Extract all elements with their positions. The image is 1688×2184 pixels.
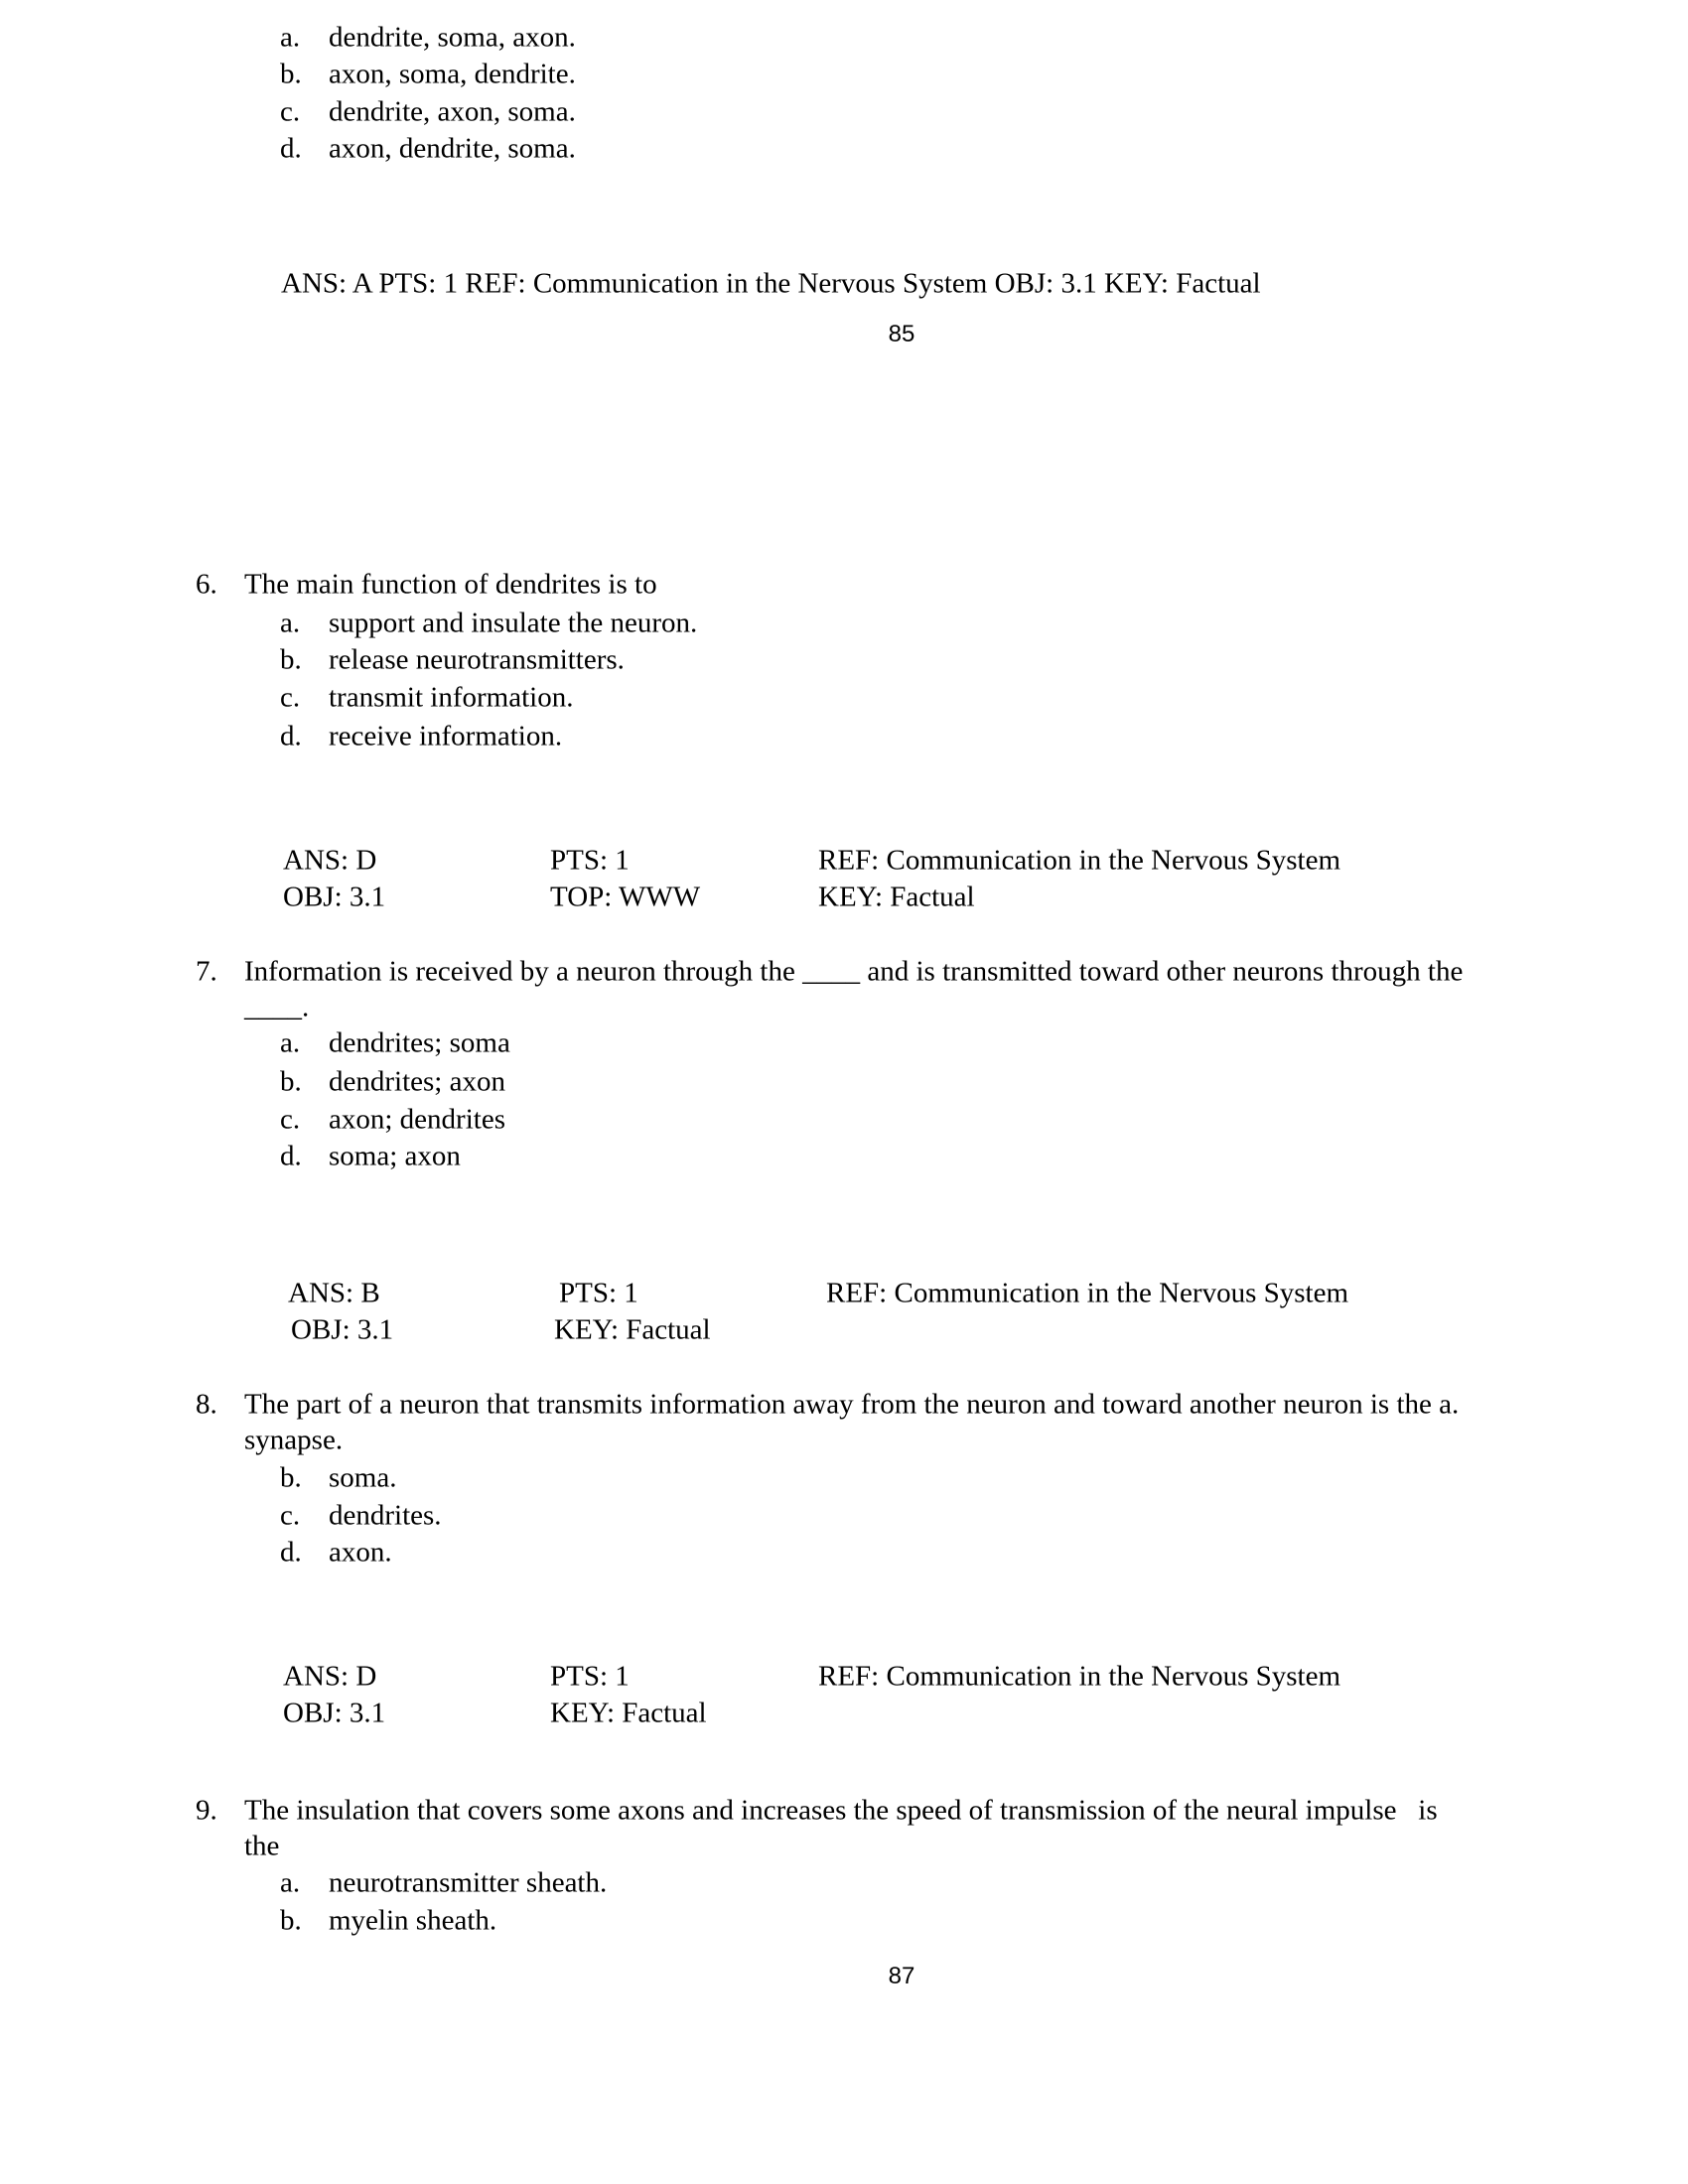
page-number: 87 [888, 1963, 915, 1989]
option-text: transmit information. [329, 681, 574, 714]
question-number: 8. [196, 1388, 217, 1421]
option-letter: b. [280, 643, 302, 676]
answer-pts: PTS: 1 [550, 844, 630, 877]
option-letter: b. [280, 1065, 302, 1098]
option-letter: d. [280, 132, 302, 165]
option-letter: a. [280, 1866, 301, 1899]
option-letter: a. [280, 607, 301, 639]
option-text: axon. [329, 1536, 392, 1569]
option-letter: a. [280, 21, 301, 54]
option-text: axon, soma, dendrite. [329, 58, 576, 90]
question-stem: The insulation that covers some axons and increases the speed of transmission of the neural impulse is [244, 1794, 1438, 1827]
question-stem-continuation: synapse. [244, 1424, 344, 1456]
option-letter: a. [280, 1026, 301, 1059]
option-text: dendrite, axon, soma. [329, 95, 576, 128]
answer-ans: ANS: D [283, 1660, 377, 1693]
option-letter: c. [280, 95, 301, 128]
option-letter: d. [280, 1140, 302, 1172]
answer-obj: OBJ: 3.1 [283, 881, 386, 913]
option-text: soma; axon [329, 1140, 461, 1172]
question-stem-continuation: the [244, 1830, 280, 1862]
question-number: 9. [196, 1794, 217, 1827]
answer-obj: OBJ: 3.1 [291, 1313, 394, 1346]
option-letter: c. [280, 1103, 301, 1136]
option-text: dendrites; soma [329, 1026, 510, 1059]
option-letter: b. [280, 1461, 302, 1494]
option-text: support and insulate the neuron. [329, 607, 698, 639]
option-text: release neurotransmitters. [329, 643, 625, 676]
option-text: dendrites; axon [329, 1065, 505, 1098]
question-stem: The main function of dendrites is to [244, 568, 657, 601]
answer-key: KEY: Factual [550, 1697, 707, 1729]
option-text: soma. [329, 1461, 397, 1494]
answer-key: KEY: Factual [818, 881, 975, 913]
option-letter: c. [280, 1499, 301, 1532]
answer-ref: REF: Communication in the Nervous System [826, 1277, 1349, 1309]
option-text: receive information. [329, 720, 563, 752]
answer-ans: ANS: D [283, 844, 377, 877]
option-letter: c. [280, 681, 301, 714]
answer-ref: REF: Communication in the Nervous System [818, 844, 1341, 877]
question-number: 7. [196, 955, 217, 988]
question-stem-continuation: ____. [244, 991, 310, 1024]
option-text: axon, dendrite, soma. [329, 132, 576, 165]
option-letter: d. [280, 1536, 302, 1569]
option-text: dendrite, soma, axon. [329, 21, 576, 54]
question-stem: Information is received by a neuron through the ____ and is transmitted toward other neurons through the [244, 955, 1464, 988]
option-letter: b. [280, 58, 302, 90]
option-text: dendrites. [329, 1499, 442, 1532]
answer-pts: PTS: 1 [550, 1660, 630, 1693]
question-stem: The part of a neuron that transmits information away from the neuron and toward another neuron is the a. [244, 1388, 1460, 1421]
page-number: 85 [888, 321, 915, 347]
option-text: myelin sheath. [329, 1904, 497, 1937]
option-letter: d. [280, 720, 302, 752]
answer-ans: ANS: B [288, 1277, 380, 1309]
answer-top: TOP: WWW [550, 881, 701, 913]
answer-key: KEY: Factual [554, 1313, 711, 1346]
answer-obj: OBJ: 3.1 [283, 1697, 386, 1729]
answer-pts: PTS: 1 [559, 1277, 638, 1309]
option-text: neurotransmitter sheath. [329, 1866, 608, 1899]
question-number: 6. [196, 568, 217, 601]
option-text: axon; dendrites [329, 1103, 505, 1136]
option-letter: b. [280, 1904, 302, 1937]
answer-key-line: ANS: A PTS: 1 REF: Communication in the Nervous System OBJ: 3.1 KEY: Factual [281, 267, 1261, 300]
answer-ref: REF: Communication in the Nervous System [818, 1660, 1341, 1693]
